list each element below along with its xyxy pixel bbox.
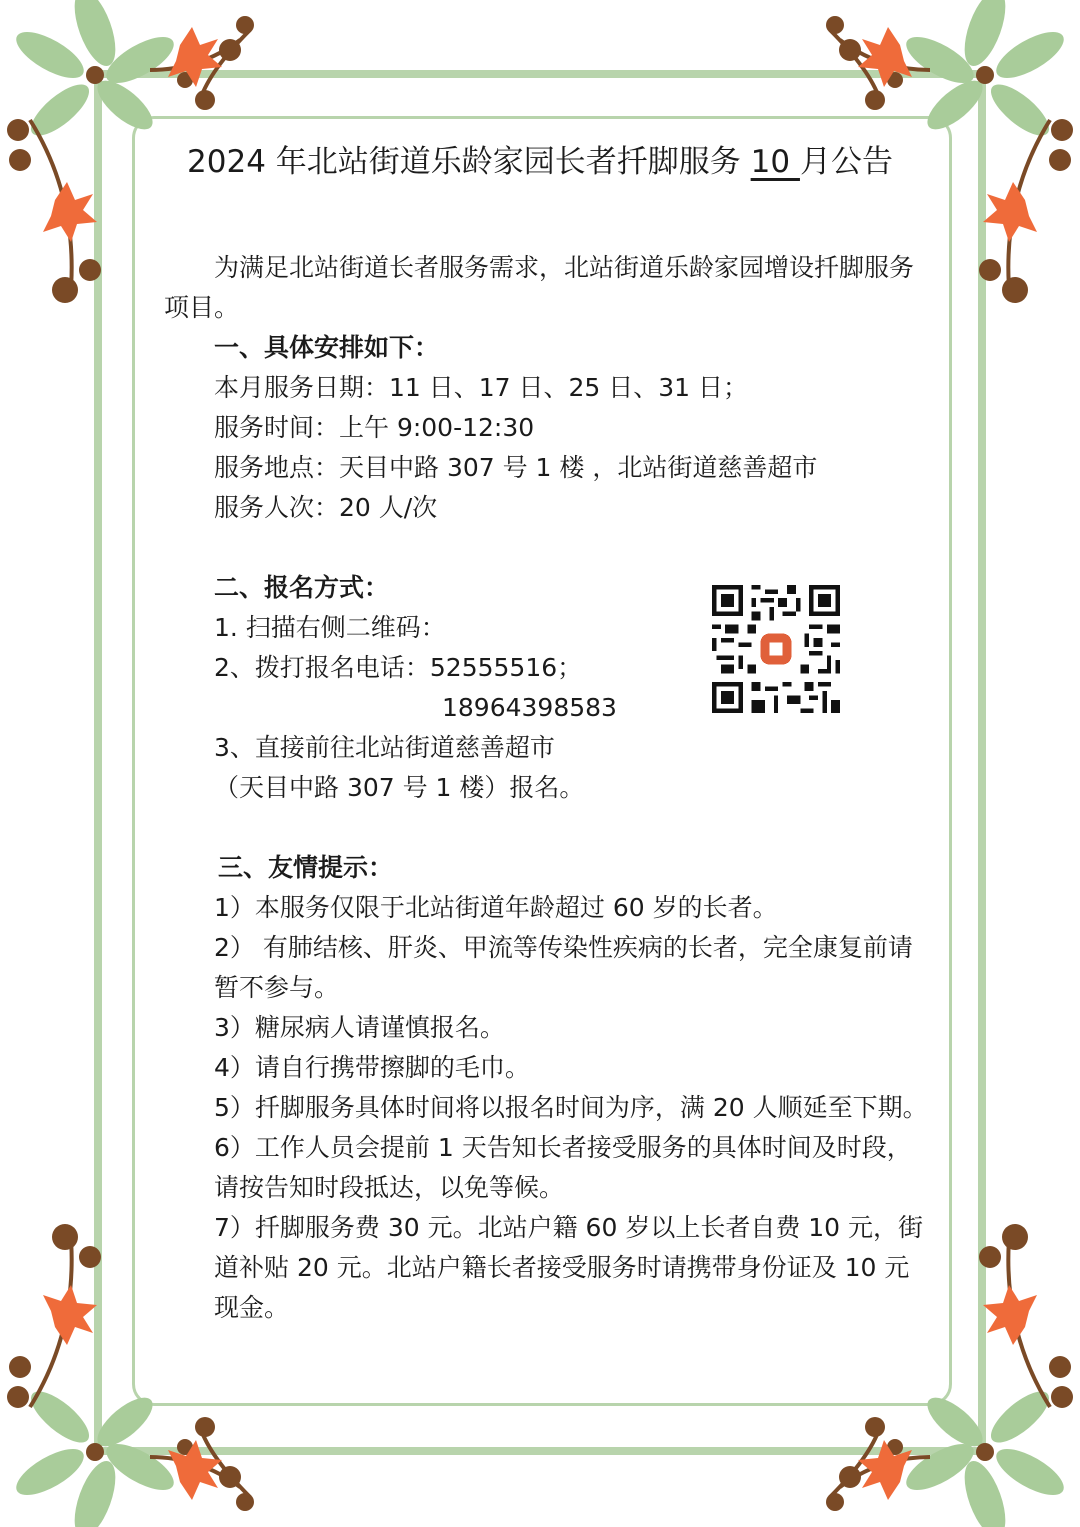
tip-line: 4）请自行携带擦脚的毛巾。 [214, 1053, 530, 1082]
tip-line: 请按告知时段抵达，以免等候。 [214, 1173, 565, 1202]
service-dates: 本月服务日期：11 日、17 日、25 日、31 日； [214, 373, 749, 402]
tip-line: 道补贴 20 元。北站户籍长者接受服务时请携带身份证及 10 元 [214, 1253, 910, 1282]
tip-line: 2） 有肺结核、肝炎、甲流等传染性疾病的长者，完全康复前请 [214, 933, 913, 962]
title-suffix: 月公告 [799, 144, 893, 180]
tip-line: 3）糖尿病人请谨慎报名。 [214, 1013, 505, 1042]
title-month: 10 [750, 144, 800, 180]
page-title [140, 140, 940, 184]
tip-line: 暂不参与。 [214, 973, 340, 1002]
service-quota: 服务人次：20 人/次 [214, 493, 438, 522]
section1-heading: 一、具体安排如下： [214, 333, 440, 362]
service-place: 服务地点：天目中路 307 号 1 楼 ，北站街道慈善超市 [214, 453, 818, 482]
tip-line: 5）扦脚服务具体时间将以报名时间为序，满 20 人顺延至下期。 [214, 1093, 928, 1122]
tip-line: 1）本服务仅限于北站街道年龄超过 60 岁的长者。 [214, 893, 778, 922]
signup-item-1: 1. 扫描右侧二维码： [214, 613, 446, 642]
signup-item-2: 2、拨打报名电话：52555516； [214, 653, 583, 682]
signup-item-3-line-2: （天目中路 307 号 1 楼）报名。 [214, 773, 585, 802]
tip-line: 7）扦脚服务费 30 元。北站户籍 60 岁以上长者自费 10 元，街 [214, 1213, 924, 1242]
signup-phone-2: 18964398583 [442, 693, 617, 722]
qr-code-icon[interactable] [712, 585, 840, 713]
service-time: 服务时间：上午 9:00-12:30 [214, 413, 535, 442]
title-prefix: 2024 年北站街道乐龄家园长者扦脚服务 [187, 144, 751, 180]
section2-heading: 二、报名方式： [214, 573, 390, 602]
section3-heading: 三、友情提示： [218, 853, 394, 882]
intro-line-1: 为满足北站街道长者服务需求，北站街道乐龄家园增设扦脚服务 [214, 253, 915, 282]
intro-line-2: 项目。 [164, 293, 240, 322]
tip-line: 6）工作人员会提前 1 天告知长者接受服务的具体时间及时段， [214, 1133, 912, 1162]
signup-item-3-line-1: 3、直接前往北站街道慈善超市 [214, 733, 555, 762]
tip-line: 现金。 [214, 1293, 290, 1322]
